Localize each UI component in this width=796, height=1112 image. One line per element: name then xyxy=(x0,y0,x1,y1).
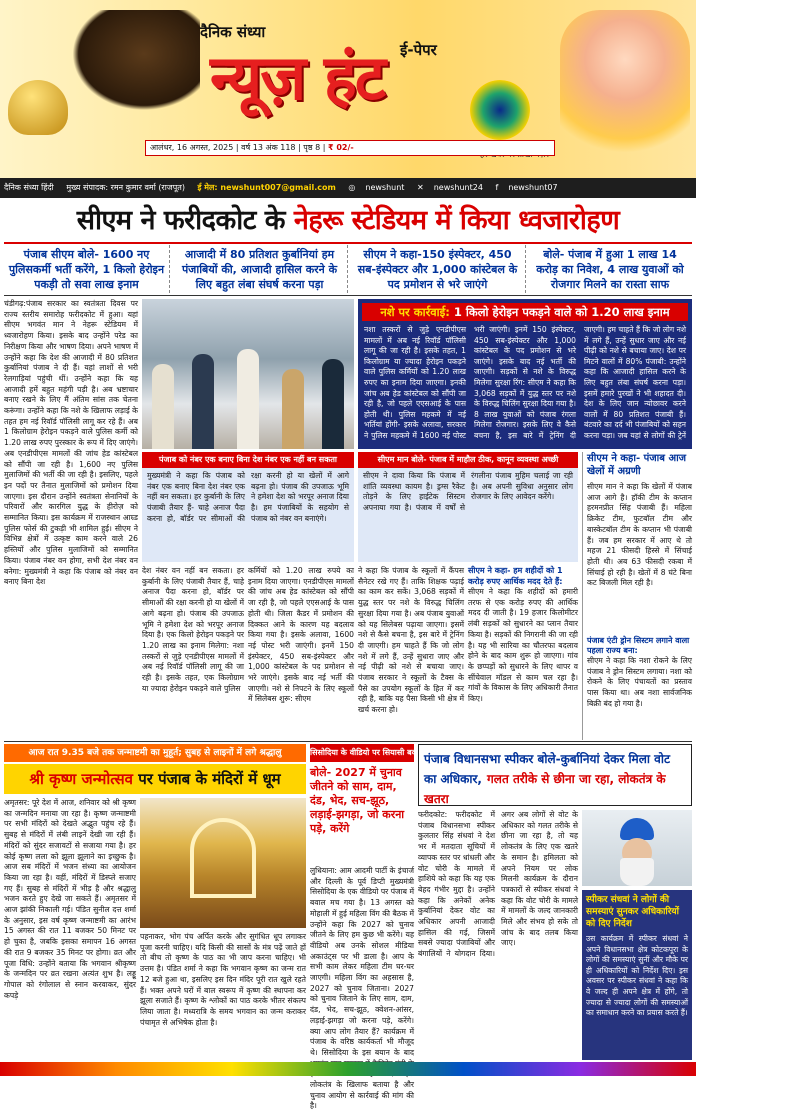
lead-photo xyxy=(142,299,354,449)
box-law-order-body: सीएम ने दावा किया कि पंजाब में शांति व्यवस्था कायम है। ड्रग्स रैकेट तोड़ने के लिए हाईटेक सिस्टम अपनाया गया है। पंजाब में वर्षों से रंगलीना पंजाब मुहिम चलाई जा रही है। अब अपनी सुविधा अनुसार लोग रोजगार के लिए आवेदन करेंगे। xyxy=(363,471,573,513)
lead-col-5 xyxy=(468,566,578,740)
subhead-rule xyxy=(4,295,692,296)
headline-part1: सीएम ने फरीदकोट के xyxy=(76,205,285,236)
instagram-icon: ◎ xyxy=(348,183,356,192)
headline-rule xyxy=(4,242,692,244)
video-body: लुधियाना: आम आदमी पार्टी के इंचार्ज और दिल्ली के पूर्व डिप्टी मुख्यमंत्री सिसोदिया के एक वीडियो पर पंजाब में बवाल मच गया है। 13 अगस्त को मोहाली में हुई महिला विंग की बैठक में उन्होंने कहा कि 2027 को चुनाव जीतने के लिए हम कुछ भी करेंगे। यह वीडियो अब उनके सोशल मीडिया अकाउंट्स पर भी डाला है। आप के सभी काम लेकर महिला टीम घर-घर जाएगी। महिला विंग का अहसास है, 2027 को चुनाव जिताना। 2027 को चुनाव जिताने के लिए साम, दाम, दंड, भेद, सच-झूठ, क्वेशन-आंसर, लड़ाई-झगड़ा जो करना पड़े, करेंगे। क्या आप लोग तैयार हैं? कार्यक्रम में पंजाब के वरिष्ठ कार्यकर्ता भी मौजूद थे। सिसोदिया के इस बयान के बाद लोकतंत्र के खिलाफ बताया है और चुनाव आयोग से कार्रवाई की मांग की है। xyxy=(310,866,414,1111)
subhead-3: सीएम ने कहा-150 इंस्पेक्टर, 450 सब-इंस्पेक्टर और 1,000 कांस्टेबल के पद प्रमोशन से भरे जाएंगे xyxy=(350,245,526,293)
eagle-graphic xyxy=(60,10,200,120)
masthead-epaper: ई-पेपर xyxy=(400,41,437,59)
speaker-box xyxy=(582,890,692,1060)
speaker-title-box xyxy=(418,744,692,806)
raid-box-heading xyxy=(362,303,688,321)
speaker-photo xyxy=(582,810,692,886)
raid-box-body: नशा तस्करों से जुड़े एनडीपीएस मामलों में अब नई रिवॉर्ड पॉलिसी लागू की जा रही है। इसके तहत, 1 किलोग्राम या ज्यादा हेरोइन पकड़ने वाले पुलिस कर्मियों को 1.20 लाख रुपए का इनाम दिया जाएगा। इनकी जांच अब हेड कांस्टेबल को सौंपी जा रही है, जो पहले एएसआई के पास होती थी। पुलिस महकमे में नई भर्तियां होंगी- इसके अलावा, सरकार ने पुलिस महकमे में 1600 नई पोस्ट भरी जाएंगी। इनमें 150 इंस्पेक्टर, 450 सब-इंस्पेक्टर और 1,000 कांस्टेबल के पद प्रमोशन से भरे जाएंगे। इसके बाद नई भर्ती की जाएगी। सड़कों से नशे के विरुद्ध मिलेगा सुरक्षा रिंग: सीएम ने कहा कि 3,068 सड़कों में युद्ध स्तर पर नशे के विरुद्ध चिलिंग सुरक्षा दिया गया है। 8 लाख युवाओं को पंजाब रंगला मिलेगा रोजगार। इसके लिए वे कैसे बचना है, इस बारे में ट्रेनिंग दी जाएगी। हम चाहते हैं कि जो लोग नशे में लगे हैं, उन्हें सुधार जाए और नई पीढ़ी को नशे से बचाया जाए। देश पर मिटने वालों में 80% पंजाबी: उन्होंने कहा कि आजादी हासिल करने के लिए बहुत लंबा संघर्ष करना पड़ा। इसमें हमारे पुरखों ने भी शहादत दी। देश के लिए जान न्योछावर करने वालों में 80 प्रतिशत पंजाबी हैं। बंटवारे का दर्द भी पंजाबियों को सहन करना पड़ा। जब यहां से लोगों की ट्रेनें आई थीं। 10 लाख से अधिक मौतें हुई। यह आजादी हमें बहुत महंगी पड़ी है। xyxy=(364,325,796,440)
instagram-handle[interactable]: newshunt xyxy=(365,183,405,192)
lead-headline xyxy=(0,200,696,242)
lead-col-3: कर्मियों को 1.20 लाख रुपये का इनाम दिया जाएगा। एनडीपीएस मामलों की जांच अब हेड कांस्टेबल को सौंपी जा रही है, जो पहले एएसआई के पास होती थी। जिला कैडर में प्रमोशन की दिक्कत आने के कारण यह बदलाव किया गया है। इसके अलावा, 1600 नई पोस्ट भरी जाएंगी। इनमें 150 इंस्पेक्टर, 450 सब-इंस्पेक्टर और 1,000 कांस्टेबल के पद प्रमोशन से भरे जाएंगे। इसके बाद नई भर्ती की जाएगी। नशे से निपटने के लिए स्कूलों में सिलेबस शुरू: सीएम xyxy=(248,566,354,704)
subhead-1: पंजाब सीएम बोले- 1600 नए पुलिसकर्मी भर्ती करेंगे, 1 किलो हेरोइन पकड़ी तो सवा लाख इनाम xyxy=(4,245,170,293)
box-number-one-heading: पंजाब को नंबर एक बनाए बिना देश नंबर एक नहीं बन सकता xyxy=(142,452,354,468)
sidebar-sub-body: सीएम ने कहा कि नशा रोकने के लिए पंजाब ने ड्रोन सिस्टम लगाया। नशा को रोकने के लिए पंचायतों का प्रस्ताव पास किया था। अब नशा सार्वजनिक बिक्री बंद हो गया है। xyxy=(587,656,692,708)
sidebar-heading: सीएम ने कहा- पंजाब आज खेलों में अग्रणी xyxy=(587,453,687,477)
subhead-4: बोले- पंजाब में हुआ 1 लाख 14 करोड़ का निवेश, 4 लाख युवाओं को रोजगार मिलने का रास्ता साफ xyxy=(536,248,684,291)
section-rule xyxy=(4,741,692,742)
lead-col-5-heading: सीएम ने कहा- हम शहीदों को 1 करोड़ रुपए आर्थिक मदद देते हैं: xyxy=(468,566,563,586)
janmashtami-body-2: पहनाकर, भोग पंच अर्पित करके और सुगंधित धूप लगाकर पूजा करनी चाहिए। यदि किसी की सासों के मंत्र पढ़ें जाते हों तो बीच तो कृष्ण के पाठ का भी जाप करना चाहिए। भी उत्तम है। पंडित शर्मा ने कहा कि भगवान कृष्ण का जन्म रात 12 बजे हुआ था, इसलिए इस दिन मंदिर पूरी रात खुले रहते हैं। भक्त अपने घरों में बाल स्वरूप में कृष्ण की स्थापना कर झूला सजाते हैं। कृष्ण के श्लोकों का पाठ करके भीतर संकल्प लिया जाता है। मध्यरात्रि के समय भगवान का जन्म कराकर पंचामृत से अभिषेक होता है। xyxy=(140,932,306,1027)
sports-sidebar xyxy=(582,452,692,740)
masthead xyxy=(0,0,696,178)
subhead-2: आजादी में 80 प्रतिशत कुर्बानियां हम पंजाबियों की, आजादी हासिल करने के लिए बहुत लंबा संघर्ष करना पड़ा xyxy=(172,245,348,293)
issue-infobar xyxy=(145,140,555,156)
box-law-order xyxy=(358,452,578,562)
speaker-title-part1: पंजाब विधानसभा स्पीकर बोले-कुर्बानियां देकर मिला वोट का अधिकार, xyxy=(424,752,670,786)
janmashtami-title-part2: पर पंजाब के मंदिरों में धूम xyxy=(138,770,281,788)
video-strip: सिसोदिया के वीडियो पर सियासी बवाल xyxy=(310,744,414,762)
sidebar-sub-heading: पंजाब एंटी ड्रोन सिस्टम लगाने वाला पहला राज्य बना: xyxy=(587,636,690,655)
price-label: ₹ 02/- xyxy=(327,143,354,152)
janmashtami-body: अमृतसर: पूरे देश में आज, शनिवार को श्री कृष्ण का जन्मदिन मनाया जा रहा है। कृष्ण जन्माष्टमी पर सभी मंदिरों को देखते अद्भुत पहुंच रहे हैं। सुबह से मंदिरों में लंबी लाइनें देखी जा रही हैं। मंदिरों को सुंदर सजावटों से सजाया गया है। हर कोई कृष्ण लला को झूला झूलाने का इच्छुक है। आज सब मंदिरों में भजन संध्या का आयोजन किया जा रहा है। वहीं, मंदिरों में डिस्प्ले सजाए गए हैं। सुबह से मंदिरों में भीड़ है और श्रद्धालु भजन करते हुए देखे जा सकते हैं। अमृतसर में आज झांकी निकाली गई। पंडित सुनील दत्त शर्मा के अनुसार, इस वर्ष कृष्ण जन्माष्टमी का आरंभ 15 अगस्त की रात 11 बजकर 50 मिनट पर हो चुका है, जबकि इसका समापन 16 अगस्त की रात 9 बजकर 35 मिनट पर होगा। व्रत और पूजा विधि: उन्होंने बताया कि भगवान श्रीकृष्ण के जन्मदिन पर व्रत रखना अत्यंत शुभ है। लड्डू गोपाल को रंगोलाल से स्नान करवाकर, सुंदर कपड़े xyxy=(4,798,136,1000)
box-number-one-body: मुख्यमंत्री ने कहा कि पंजाब को नंबर एक बनाए बिना देश नंबर एक नहीं बन सकता। हर कुर्बानी के लिए पंजाबी तैयार हैं- चाहे अनाज पैदा करना हो, बॉर्डर पर सीमाओं की रक्षा करनी हो या खेलों में आगे बढ़ना हो। पंजाब की उपजाऊ भूमि ने हमेशा देश को भरपूर अनाज दिया है। हम पंजाबियों के सहयोग से पंजाब को नंबर वन बनाएंगे। xyxy=(147,471,349,523)
raid-box xyxy=(358,299,796,449)
facebook-handle[interactable]: newshunt07 xyxy=(508,183,558,192)
paper-name: दैनिक संध्या हिंदी xyxy=(4,183,54,192)
janmashtami-photo xyxy=(140,798,306,928)
masthead-logo: न्यूज़ हंट xyxy=(210,41,385,114)
facebook-icon: f xyxy=(495,183,499,192)
speaker-body: फरीदकोट: फरीदकोट में पंजाब विधानसभा स्पीकर कुलतार सिंह संधवां ने देश भर में मतदाता सूचियों में व्यापक स्तर पर धांधली और वोट चोरी के मामले में हाशिये को कहा कि यह एक बेहद गंभीर मुद्दा है। उन्होंने कहा कि अनेकों अनेक कुर्बानियां देकर वोट का अधिकार अपनी आजादी हासिल की गई, जिसमें सबसे ज्यादा पंजाबियों और बंगालियों ने योगदान दिया। अगर अब लोगों से वोट के अधिकार को गलत तरीके से छीना जा रहा है, तो यह लोकतंत्र के लिए एक खतरे के समान है। हमिलता को अपने नियम पर लोक मिलनी कार्यक्रम के दौरान पत्रकारों से स्पीकर संधवां ने कहा कि वोट चोरी के मामले में मामलों के जल्द जानकारी मिले और संभव हो सके तो जांच के बाद तलब किया जाए। xyxy=(418,810,578,959)
speaker-title-part2: गलत तरीके से छीना जा रहा, लोकतंत्र के खतरा xyxy=(424,772,666,806)
twitter-icon: ✕ xyxy=(417,183,424,192)
lead-left-column: चंडीगढ़:पंजाब सरकार का स्वतंत्रता दिवस पर राज्य स्तरीय समारोह फरीदकोट में हुआ। यहां सीएम भगवंत मान ने नेहरू स्टेडियम में ध्वजारोहण किया। इसके बाद उन्होंने परेड का निरीक्षण किया और भाषण दिया। अपने भाषण में उन्होंने कहा कि देश की आजादी में 80 प्रतिशत कुर्बानियां पंजाब ने दी हैं। यहां लाशों से भरी रेलगाड़ियां पहुंची थीं। उन्होंने कहा कि यह आजादी हमें बहुत महंगी पड़ी है। अब भ्रष्टाचार बनाए रखने के लिए मैं अंतिम सांस तक चेतना करूंगा। उन्होंने कहा कि नशे के खिलाफ लड़ाई के तहत हम नई रिवॉर्ड पॉलिसी लागू कर रहे हैं। अब 1 किलोग्राम हेरोइन पकड़ने वाले पुलिस कर्मी को 1.20 लाख रुपए पुरस्कार के रूप में दिए जाएंगे। अब एनडीपीएस मामलों की जांच हेड कांस्टेबल को सौंपी जा रही है। 1,600 नए पुलिस मुलाजिमों की भर्ती की जा रही है। इसलिए, पहले इन पदों पर तैनात मुलाजिमों को प्रमोशन दिया जाएगा। इस दौरान उन्होंने स्वतंत्रता सेनानियों के परिवारों और कारगिल युद्ध के हीरोज़ को सम्मानित किया। इस कार्यक्रम में राजस्थान आम्र्ड पुलिस फोर्स की टुकड़ी भी शामिल हुई। सीएम ने विभिन्न क्षेत्रों में उत्कृष्ट काम करने वाले 26 हस्तियों और पुलिस मुलाजिमों को सम्मानित किया। पंजाब नंबर वन होगा, सभी देश नंबर वन बनेगा: मुख्यमंत्री ने कहा कि पंजाब को नंबर वन बनाए बिना देश xyxy=(4,299,138,587)
lead-col-4: ने कहा कि पंजाब के स्कूलों में कैंपस सैनेटर रखे गए हैं। ताकि शिक्षक पढ़ाई का काम कर सकें। 3,068 सड़कों में युद्ध स्तर पर नशे के विरुद्ध चिलिंग सुरक्षा दिया गया है। अब पंजाब युवाओं को यह सिलेबस पढ़ाया जाएगा। इसमें नशे से कैसे बचना है, इस बारे में ट्रेनिंग दी जाएगी। हम चाहते हैं कि जो लोग नशे में लगे हैं, उन्हें सुधारा जाए और नई पीढ़ी को नशे से बचाया जाए। पंजाब सरकार ने स्कूलों के टैक्स के पैसे का उपयोग स्कूलों के हित में कर रही है, बाकि यह पैसा किसी भी क्षेत्र में खर्च करना हो। xyxy=(358,566,464,715)
janmashtami-strip: आज रात 9.35 बजे तक जन्माष्टमी का मुहूर्त; सुबह से लाइनों में लगे श्रद्धालु xyxy=(4,744,306,762)
video-title: बोले- 2027 में चुनाव जीतने को साम, दाम, दंड, भेद, सच-झूठ, लड़ाई-झगड़ा, जो करना पड़े, करेंगे xyxy=(310,766,405,835)
raid-heading-part1: नशे पर कार्रवाई: xyxy=(380,305,450,319)
twitter-handle[interactable]: newshunt24 xyxy=(433,183,483,192)
headline-part2: नेहरू स्टेडियम में किया ध्वजारोहण xyxy=(293,205,620,236)
box-number-one xyxy=(142,452,354,562)
speaker-beard-graphic xyxy=(620,858,654,886)
gold-pot-graphic xyxy=(8,80,68,135)
peacock-feather-graphic xyxy=(470,80,530,140)
speaker-turban-graphic xyxy=(620,818,654,840)
janmashtami-title-part1: श्री कृष्ण जन्मोत्सव xyxy=(29,770,134,788)
raid-heading-part2: 1 किलो हेरोइन पकड़ने वाले को 1.20 लाख इनाम xyxy=(453,305,670,319)
temple-arch-graphic xyxy=(190,818,256,898)
janmashtami-title xyxy=(4,764,306,794)
krishna-graphic xyxy=(560,10,690,175)
footer-border xyxy=(0,1062,696,1076)
box-law-order-heading: सीएम मान बोले- पंजाब में माहौल ठीक, कानून व्यवस्था अच्छी xyxy=(358,452,578,468)
masthead-tagline: दैनिक संध्या xyxy=(200,23,266,41)
lead-col-5-body: सीएम ने कहा कि शहीदों को हमारी तरफ से एक करोड़ रुपए की आर्थिक मदद दी जाती है। 19 हजार किलोमीटर लंबी सड़कों को सुधारने का प्लान तैयार किया है। सड़कों की निगरानी की जा रही है। यह भी सारिया का चौतरफा बदलाव होने के बाद काम शुरू हो जाएगा। गांव के छप्पड़ों को सुधारने के लिए थापर व सींचेवाल मॉडल से काम चल रहा है। गांवों के विकास के लिए अधिकारी तैनात किए। xyxy=(468,587,578,704)
speaker-box-title: स्पीकर संधवां ने लोगों की समस्याएं सुनकर अधिकारियों को दिए निर्देश xyxy=(586,895,679,929)
email-link[interactable]: ई मेल: newshunt007@gmail.com xyxy=(197,183,336,192)
speaker-box-body: उस कार्यक्रम में स्पीकर संधवां ने अपने विधानसभा क्षेत्र कोटकपूरा के लोगों की समस्याएं सुनीं और मौके पर ही अधिकारियों को निर्देश दिए। इस अवसर पर स्पीकर संधवां ने कहा कि वे जल्द ही अपने क्षेत्र में होंगे, तो ज्यादा से ज्यादा लोगों की समस्याओं का समाधान करने का प्रयास करते हैं। xyxy=(586,934,688,1018)
editor-name: मुख्य संपादक: रमन कुमार वर्मा (राजपूत) xyxy=(66,183,185,192)
issue-info: आलंधर, 16 अगस्त, 2025 | वर्ष 13 अंक 118 | पृष्ठ 8 | xyxy=(150,143,326,152)
lead-col-2: देश नंबर वन नहीं बन सकता। हर कुर्बानी के लिए पंजाबी तैयार हैं, चाहे अनाज पैदा करना हो, बॉर्डर पर सीमाओं की रक्षा करनी हो या खेलों में आगे बढ़ना हो। पंजाब की उपजाऊ भूमि ने हमेशा देश को भरपूर अनाज दिया है। एक किलो हेरोइन पकड़ने पर 1.20 लाख का इनाम मिलेगा: नशा तस्करों से जुड़े एनडीपीएस मामलों में अब नई रिवॉर्ड पॉलिसी लागू की जा रही है। इसके तहत, एक किलोग्राम या ज्यादा हेरोइन पकड़ने वाले पुलिस xyxy=(142,566,244,693)
sidebar-body: सीएम मान ने कहा कि खेलों में पंजाब आज आगे है। हॉकी टीम के कप्तान हरमनप्रीत सिंह पंजाबी हैं। महिला क्रिकेट टीम, फुटबॉल टीम और बास्केटबॉल टीम के कप्तान भी पंजाबी हैं। जब हम सरकार में आए थे तो महज 21 फीसदी हिस्से में सिंचाई होती थी। अब 63 फीसदी रकबा में सिंचाई हो रही है। खेतों में 8 घंटे बिना कट बिजली मिल रही है। xyxy=(587,482,692,588)
contact-bar xyxy=(0,178,696,198)
